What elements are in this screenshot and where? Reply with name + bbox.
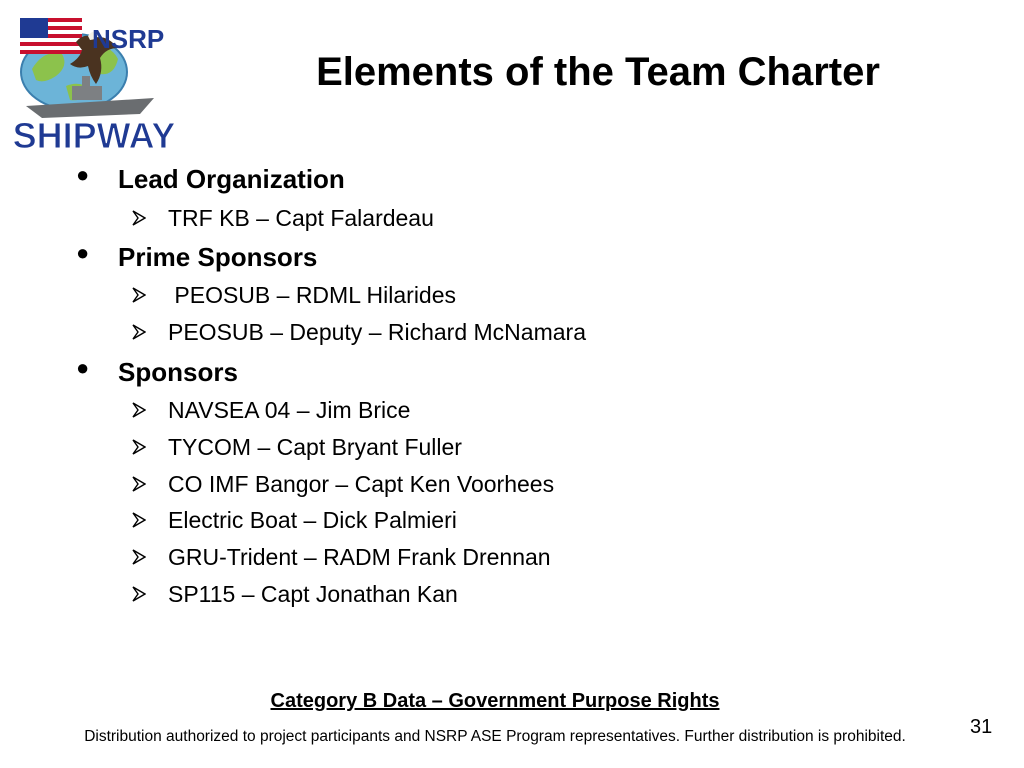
arrow-bullet-icon (132, 549, 146, 565)
logo-shipway-text: SHIPWAY (14, 115, 174, 156)
arrow-bullet-icon (132, 287, 146, 303)
bullet-dot-icon: ● (76, 162, 90, 187)
arrow-bullet-icon (132, 210, 146, 226)
slide-title: Elements of the Team Charter (316, 50, 880, 94)
bullet-dot-icon: ● (76, 240, 90, 265)
arrow-bullet-icon (132, 586, 146, 602)
arrow-bullet-icon (132, 512, 146, 528)
logo-nsrp-text: NSRP (92, 24, 165, 54)
arrow-bullet-icon (132, 476, 146, 492)
arrow-bullet-icon (132, 439, 146, 455)
distribution-statement: Distribution authorized to project participants and NSRP ASE Program representatives. Further distribution is prohibited. (84, 728, 906, 745)
data-category-notice: Category B Data – Government Purpose Rights (270, 690, 720, 712)
bullet-dot-icon: ● (76, 355, 90, 380)
arrow-bullet-icon (132, 324, 146, 340)
page-number: 31 (970, 716, 993, 738)
arrow-bullet-icon (132, 402, 146, 418)
